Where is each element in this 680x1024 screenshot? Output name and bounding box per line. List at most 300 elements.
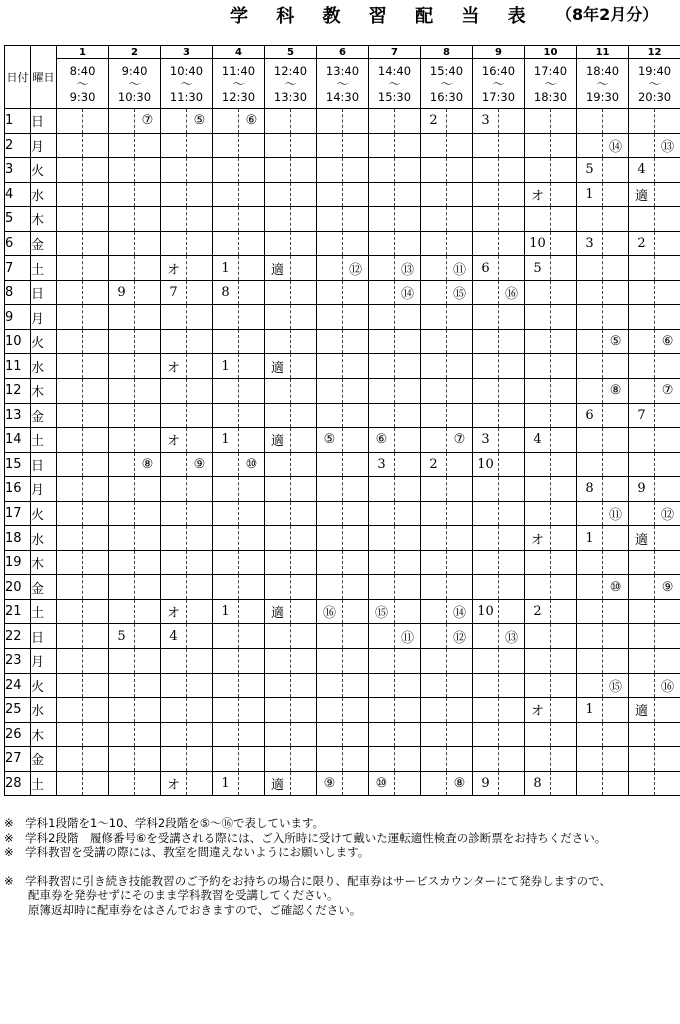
lesson-cell	[317, 673, 343, 698]
lesson-cell	[421, 771, 447, 796]
note-line: ※ 学科教習に引き続き技能教習のご予約をお持ちの場合に限り、配車券はサービスカウンターにて発券しますので、	[4, 873, 611, 888]
day-number: 17	[5, 501, 31, 526]
lesson-cell: 1	[213, 771, 239, 796]
lesson-cell	[239, 550, 265, 575]
lesson-cell: ⑪	[447, 256, 473, 281]
period-number: 6	[317, 46, 369, 59]
lesson-cell	[551, 526, 577, 551]
lesson-cell: オ	[161, 256, 187, 281]
period-end: 14:30	[325, 89, 360, 104]
lesson-cell: ⑦	[447, 428, 473, 453]
lesson-cell	[655, 207, 680, 232]
lesson-cell	[473, 305, 499, 330]
tilde-mark: 〜	[128, 76, 141, 91]
lesson-cell	[629, 305, 655, 330]
lesson-cell	[447, 722, 473, 747]
lesson-cell: ⑥	[239, 109, 265, 134]
lesson-cell	[317, 305, 343, 330]
lesson-cell	[187, 698, 213, 723]
lesson-cell	[161, 329, 187, 354]
lesson-cell	[551, 305, 577, 330]
lesson-cell	[395, 354, 421, 379]
lesson-cell	[161, 649, 187, 674]
lesson-cell	[395, 575, 421, 600]
lesson-cell	[421, 575, 447, 600]
lesson-cell	[395, 158, 421, 183]
lesson-cell	[343, 109, 369, 134]
lesson-cell	[499, 403, 525, 428]
lesson-cell	[447, 526, 473, 551]
lesson-cell	[213, 477, 239, 502]
day-number: 26	[5, 722, 31, 747]
lesson-cell	[161, 379, 187, 404]
lesson-cell	[187, 550, 213, 575]
lesson-cell	[551, 698, 577, 723]
day-weekday: 火	[31, 158, 57, 183]
lesson-cell	[265, 182, 291, 207]
lesson-cell	[551, 280, 577, 305]
lesson-cell	[57, 575, 83, 600]
lesson-cell	[291, 207, 317, 232]
lesson-cell	[317, 526, 343, 551]
day-row	[5, 305, 680, 330]
lesson-cell	[317, 354, 343, 379]
lesson-cell	[421, 624, 447, 649]
lesson-cell	[629, 280, 655, 305]
lesson-cell	[57, 649, 83, 674]
period-start: 15:40	[429, 63, 464, 78]
lesson-cell	[317, 452, 343, 477]
lesson-cell	[629, 771, 655, 796]
note-line: ※ 学科教習を受講の際には、教室を間違えないようにお願いします。	[4, 845, 370, 859]
weekday-header: 曜日	[31, 46, 57, 109]
lesson-cell	[57, 280, 83, 305]
lesson-cell	[551, 231, 577, 256]
lesson-cell: ⑥	[655, 329, 680, 354]
lesson-cell	[603, 771, 629, 796]
lesson-cell	[317, 501, 343, 526]
tilde-mark: 〜	[492, 76, 505, 91]
lesson-cell: 8	[577, 477, 603, 502]
day-number: 4	[5, 182, 31, 207]
lesson-cell	[473, 182, 499, 207]
lesson-cell	[83, 599, 109, 624]
lesson-cell	[213, 550, 239, 575]
date-header: 日付	[5, 46, 31, 109]
page-title: 学 科 教 習 配 当 表	[230, 6, 537, 27]
period-number: 11	[577, 46, 629, 59]
lesson-cell	[473, 722, 499, 747]
period-time	[57, 59, 109, 109]
lesson-cell	[395, 182, 421, 207]
lesson-cell	[239, 182, 265, 207]
lesson-cell: 5	[109, 624, 135, 649]
lesson-cell	[239, 231, 265, 256]
lesson-cell	[473, 329, 499, 354]
lesson-cell	[135, 354, 161, 379]
lesson-cell	[343, 329, 369, 354]
lesson-cell	[83, 403, 109, 428]
lesson-cell	[109, 182, 135, 207]
note-line: 原簿返却時に配車券をはさんでおきますので、ご確認ください。	[28, 902, 362, 917]
lesson-cell	[187, 379, 213, 404]
lesson-cell	[343, 305, 369, 330]
lesson-cell	[109, 231, 135, 256]
lesson-cell	[369, 207, 395, 232]
lesson-cell	[551, 182, 577, 207]
lesson-cell	[629, 109, 655, 134]
day-number: 2	[5, 133, 31, 158]
lesson-cell	[577, 624, 603, 649]
lesson-cell	[473, 379, 499, 404]
lesson-cell	[499, 501, 525, 526]
lesson-cell	[343, 673, 369, 698]
lesson-cell	[161, 109, 187, 134]
lesson-cell	[291, 550, 317, 575]
lesson-cell	[187, 354, 213, 379]
lesson-cell	[499, 698, 525, 723]
lesson-cell	[577, 649, 603, 674]
lesson-cell	[369, 526, 395, 551]
lesson-cell: 3	[473, 109, 499, 134]
lesson-cell	[369, 501, 395, 526]
lesson-cell	[603, 403, 629, 428]
lesson-cell	[369, 182, 395, 207]
day-number: 14	[5, 428, 31, 453]
period-number: 7	[369, 46, 421, 59]
lesson-cell	[343, 231, 369, 256]
lesson-cell	[343, 501, 369, 526]
lesson-cell	[265, 207, 291, 232]
lesson-cell	[603, 305, 629, 330]
lesson-cell	[135, 305, 161, 330]
lesson-cell	[291, 501, 317, 526]
lesson-cell	[291, 182, 317, 207]
lesson-cell: 10	[525, 231, 551, 256]
lesson-cell	[109, 550, 135, 575]
lesson-cell: 適	[265, 256, 291, 281]
period-end: 10:30	[117, 89, 152, 104]
lesson-cell	[447, 575, 473, 600]
lesson-cell: 3	[473, 428, 499, 453]
lesson-cell	[135, 550, 161, 575]
lesson-cell	[629, 354, 655, 379]
period-end: 18:30	[533, 89, 568, 104]
lesson-cell	[629, 207, 655, 232]
period-number: 8	[421, 46, 473, 59]
lesson-cell	[551, 624, 577, 649]
day-row	[5, 698, 680, 723]
lesson-cell	[655, 550, 680, 575]
day-weekday: 水	[31, 182, 57, 207]
lesson-cell: 適	[265, 771, 291, 796]
lesson-cell: 8	[525, 771, 551, 796]
lesson-cell	[655, 526, 680, 551]
lesson-cell	[265, 231, 291, 256]
lesson-cell	[291, 158, 317, 183]
lesson-cell	[187, 747, 213, 772]
lesson-cell	[291, 673, 317, 698]
lesson-cell: ⑭	[447, 599, 473, 624]
lesson-cell	[135, 624, 161, 649]
lesson-cell	[343, 354, 369, 379]
lesson-cell	[135, 182, 161, 207]
lesson-cell	[369, 256, 395, 281]
day-number: 5	[5, 207, 31, 232]
day-row	[5, 379, 680, 404]
note-line: ※ 学科1段階を1〜10、学科2段階を⑤〜⑯で表しています。	[4, 816, 325, 830]
lesson-cell	[291, 428, 317, 453]
lesson-cell	[629, 673, 655, 698]
day-number: 25	[5, 698, 31, 723]
lesson-cell	[655, 256, 680, 281]
day-number: 9	[5, 305, 31, 330]
lesson-cell	[551, 673, 577, 698]
lesson-cell	[395, 550, 421, 575]
lesson-cell	[525, 575, 551, 600]
lesson-cell	[213, 305, 239, 330]
lesson-cell	[473, 231, 499, 256]
day-weekday: 日	[31, 109, 57, 134]
lesson-cell	[421, 256, 447, 281]
lesson-cell	[213, 231, 239, 256]
lesson-cell	[655, 109, 680, 134]
day-number: 13	[5, 403, 31, 428]
lesson-cell	[239, 698, 265, 723]
lesson-cell	[369, 747, 395, 772]
lesson-cell	[551, 158, 577, 183]
lesson-cell	[187, 280, 213, 305]
lesson-cell: 1	[213, 354, 239, 379]
lesson-cell	[447, 649, 473, 674]
lesson-cell	[473, 501, 499, 526]
lesson-cell	[265, 305, 291, 330]
lesson-cell	[135, 231, 161, 256]
lesson-cell	[187, 673, 213, 698]
day-row	[5, 133, 680, 158]
lesson-cell	[187, 575, 213, 600]
lesson-cell	[343, 182, 369, 207]
day-row	[5, 158, 680, 183]
lesson-cell	[499, 158, 525, 183]
lesson-cell	[551, 354, 577, 379]
lesson-cell: ⑦	[655, 379, 680, 404]
lesson-cell: オ	[525, 526, 551, 551]
day-row	[5, 452, 680, 477]
lesson-cell	[57, 109, 83, 134]
lesson-cell	[395, 649, 421, 674]
lesson-cell	[499, 305, 525, 330]
lesson-cell: 9	[473, 771, 499, 796]
lesson-cell	[83, 526, 109, 551]
lesson-cell: 1	[577, 698, 603, 723]
lesson-cell	[57, 673, 83, 698]
lesson-cell: 1	[213, 599, 239, 624]
lesson-cell	[369, 231, 395, 256]
lesson-cell	[473, 280, 499, 305]
lesson-cell	[525, 305, 551, 330]
lesson-cell	[265, 329, 291, 354]
lesson-cell	[83, 158, 109, 183]
lesson-cell	[135, 526, 161, 551]
lesson-cell	[57, 747, 83, 772]
lesson-cell	[239, 501, 265, 526]
period-time	[369, 59, 421, 109]
lesson-cell	[83, 256, 109, 281]
lesson-cell	[473, 477, 499, 502]
lesson-cell	[447, 133, 473, 158]
lesson-cell	[135, 501, 161, 526]
lesson-cell	[291, 280, 317, 305]
lesson-cell	[317, 256, 343, 281]
lesson-cell	[57, 599, 83, 624]
lesson-cell	[187, 329, 213, 354]
day-row	[5, 354, 680, 379]
lesson-cell	[551, 109, 577, 134]
lesson-cell	[57, 329, 83, 354]
period-end: 12:30	[221, 89, 256, 104]
lesson-cell	[551, 256, 577, 281]
lesson-cell	[577, 771, 603, 796]
lesson-cell	[239, 624, 265, 649]
lesson-cell	[239, 771, 265, 796]
lesson-cell	[629, 550, 655, 575]
lesson-cell	[525, 624, 551, 649]
lesson-cell	[395, 305, 421, 330]
lesson-cell	[525, 403, 551, 428]
lesson-cell	[447, 698, 473, 723]
lesson-cell: ⑬	[499, 624, 525, 649]
lesson-cell	[161, 182, 187, 207]
lesson-cell	[499, 575, 525, 600]
lesson-cell	[577, 305, 603, 330]
lesson-cell	[57, 501, 83, 526]
period-number: 9	[473, 46, 525, 59]
lesson-cell	[343, 379, 369, 404]
lesson-cell	[83, 305, 109, 330]
lesson-cell	[655, 747, 680, 772]
lesson-cell	[239, 379, 265, 404]
lesson-cell	[395, 477, 421, 502]
lesson-cell	[83, 354, 109, 379]
day-weekday: 月	[31, 133, 57, 158]
lesson-cell	[109, 698, 135, 723]
lesson-cell	[109, 256, 135, 281]
lesson-cell	[577, 280, 603, 305]
period-end: 9:30	[69, 89, 96, 104]
lesson-cell	[603, 256, 629, 281]
lesson-cell	[421, 722, 447, 747]
lesson-cell	[343, 771, 369, 796]
lesson-cell	[525, 280, 551, 305]
period-number: 3	[161, 46, 213, 59]
lesson-cell	[161, 698, 187, 723]
lesson-cell	[343, 747, 369, 772]
lesson-cell: 5	[525, 256, 551, 281]
lesson-cell	[499, 550, 525, 575]
lesson-cell	[239, 722, 265, 747]
day-row	[5, 673, 680, 698]
day-number: 22	[5, 624, 31, 649]
lesson-cell	[291, 477, 317, 502]
lesson-cell	[343, 649, 369, 674]
lesson-cell	[577, 575, 603, 600]
lesson-cell	[83, 550, 109, 575]
day-row	[5, 550, 680, 575]
lesson-cell	[525, 133, 551, 158]
lesson-cell	[369, 550, 395, 575]
lesson-cell: ⑤	[317, 428, 343, 453]
period-end: 19:30	[585, 89, 620, 104]
lesson-cell	[447, 231, 473, 256]
lesson-cell	[525, 747, 551, 772]
lesson-cell	[421, 133, 447, 158]
lesson-cell	[213, 403, 239, 428]
lesson-cell	[395, 673, 421, 698]
lesson-cell	[109, 575, 135, 600]
lesson-cell	[239, 305, 265, 330]
lesson-cell	[83, 379, 109, 404]
lesson-cell	[187, 158, 213, 183]
lesson-cell	[161, 722, 187, 747]
lesson-cell	[109, 526, 135, 551]
lesson-cell	[291, 403, 317, 428]
note-line: 配車券を発券せずにそのまま学科教習を受講してください。	[28, 888, 339, 902]
lesson-cell	[343, 280, 369, 305]
lesson-cell	[291, 722, 317, 747]
lesson-cell	[629, 747, 655, 772]
lesson-cell: ⑫	[447, 624, 473, 649]
lesson-cell	[317, 747, 343, 772]
lesson-cell	[369, 698, 395, 723]
lesson-cell	[655, 231, 680, 256]
lesson-cell	[447, 329, 473, 354]
lesson-cell	[395, 109, 421, 134]
period-start: 12:40	[273, 63, 308, 78]
lesson-cell	[135, 207, 161, 232]
lesson-cell	[161, 477, 187, 502]
day-row	[5, 477, 680, 502]
period-end: 20:30	[637, 89, 672, 104]
lesson-cell	[291, 649, 317, 674]
day-weekday: 土	[31, 428, 57, 453]
period-time	[577, 59, 629, 109]
lesson-cell	[109, 207, 135, 232]
lesson-cell	[83, 280, 109, 305]
lesson-cell	[551, 575, 577, 600]
lesson-cell	[317, 231, 343, 256]
lesson-cell	[213, 452, 239, 477]
day-row	[5, 599, 680, 624]
lesson-cell	[83, 231, 109, 256]
lesson-cell	[395, 452, 421, 477]
period-start: 14:40	[377, 63, 412, 78]
day-row	[5, 280, 680, 305]
lesson-cell	[135, 256, 161, 281]
day-row	[5, 526, 680, 551]
day-number: 28	[5, 771, 31, 796]
tilde-mark: 〜	[388, 76, 401, 91]
lesson-cell: ⑨	[655, 575, 680, 600]
lesson-cell	[603, 452, 629, 477]
lesson-cell	[603, 599, 629, 624]
lesson-cell	[603, 722, 629, 747]
lesson-cell	[421, 207, 447, 232]
schedule-table	[4, 45, 680, 796]
lesson-cell	[317, 379, 343, 404]
lesson-cell	[135, 599, 161, 624]
lesson-cell	[447, 379, 473, 404]
